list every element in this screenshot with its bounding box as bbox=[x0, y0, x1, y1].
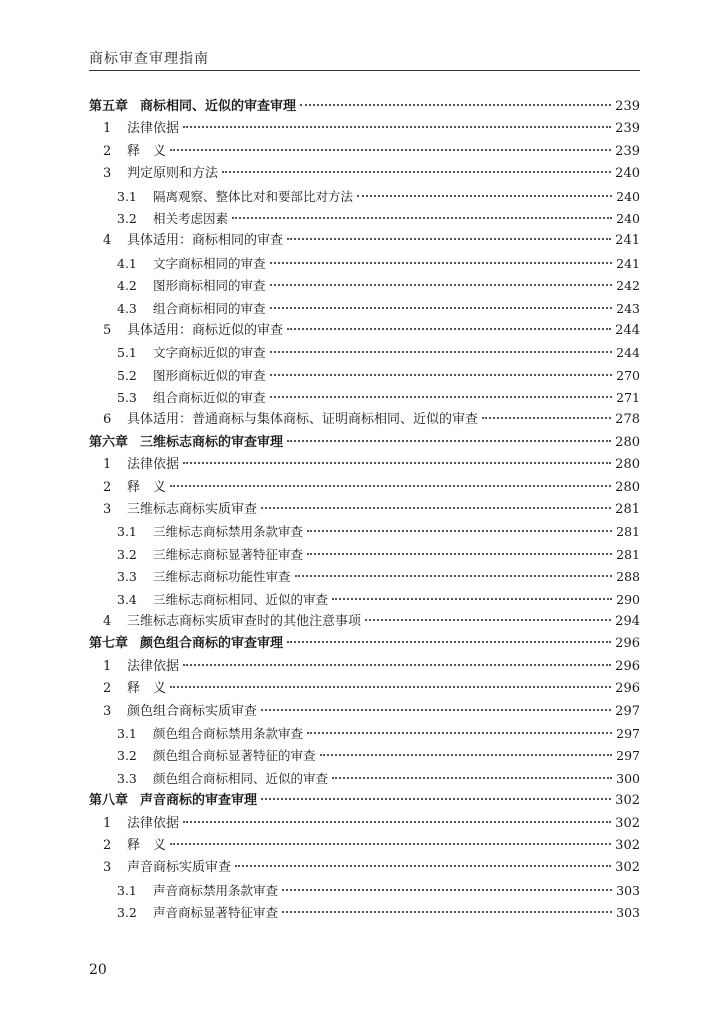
toc-entry-label: 三维标志商标功能性审查 bbox=[153, 569, 291, 585]
toc-entry-number: 3 bbox=[103, 502, 112, 518]
toc-entry-label: 释 义 bbox=[127, 837, 167, 853]
dot-leader bbox=[287, 641, 611, 643]
toc-entry[interactable] bbox=[89, 141, 640, 163]
toc-entry-page: 281 bbox=[616, 546, 640, 562]
toc-entry-number: 第八章 bbox=[89, 793, 129, 809]
toc-entry-page: 240 bbox=[616, 210, 640, 226]
dot-leader bbox=[270, 262, 612, 264]
toc-entry-number: 3 bbox=[103, 166, 112, 182]
toc-entry-page: 242 bbox=[616, 278, 640, 294]
toc-entry[interactable] bbox=[89, 589, 640, 611]
toc-entry-label: 法律依据 bbox=[127, 457, 180, 473]
dot-leader bbox=[365, 619, 611, 621]
dot-leader bbox=[357, 195, 612, 197]
toc-entry-page: 302 bbox=[615, 860, 640, 876]
toc-entry-page: 239 bbox=[615, 121, 640, 137]
toc-entry-label: 组合商标近似的审查 bbox=[153, 390, 266, 406]
toc-entry-page: 297 bbox=[615, 703, 640, 719]
toc-entry-page: 239 bbox=[615, 99, 640, 114]
dot-leader bbox=[270, 396, 612, 398]
dot-leader bbox=[170, 686, 611, 688]
toc-entry-label: 图形商标相同的审查 bbox=[153, 278, 266, 294]
toc-entry-number: 3.1 bbox=[117, 188, 137, 204]
toc-entry-page: 271 bbox=[616, 390, 640, 406]
toc-entry-number: 1 bbox=[103, 457, 112, 473]
toc-entry[interactable] bbox=[89, 118, 640, 140]
toc-entry-label: 判定原则和方法 bbox=[127, 166, 219, 182]
toc-entry-label: 法律依据 bbox=[127, 815, 180, 831]
toc-entry[interactable] bbox=[89, 835, 640, 857]
dot-leader bbox=[183, 462, 611, 464]
toc-entry-number: 3.2 bbox=[117, 546, 137, 562]
toc-entry-number: 4.3 bbox=[117, 300, 137, 316]
toc-entry-page: 244 bbox=[615, 322, 640, 338]
toc-entry-page: 280 bbox=[615, 457, 640, 473]
toc-entry-number: 2 bbox=[103, 837, 112, 853]
dot-leader bbox=[261, 709, 611, 711]
toc-entry-number: 2 bbox=[103, 681, 112, 697]
toc-entry[interactable] bbox=[89, 409, 640, 431]
toc-entry[interactable] bbox=[89, 566, 640, 588]
toc-entry-page: 303 bbox=[616, 882, 640, 898]
toc-entry-page: 281 bbox=[616, 524, 640, 540]
toc-entry[interactable] bbox=[89, 857, 640, 879]
toc-entry-number: 3.1 bbox=[117, 725, 137, 741]
toc-entry-label: 三维标志商标相同、近似的审查 bbox=[153, 591, 329, 607]
toc-entry-number: 3.2 bbox=[117, 905, 137, 921]
toc-entry-label: 相关考虑因素 bbox=[153, 210, 229, 226]
dot-leader bbox=[183, 821, 611, 823]
toc-entry-page: 294 bbox=[615, 613, 640, 629]
toc-entry-label: 三维标志商标实质审查 bbox=[127, 502, 258, 518]
dot-leader bbox=[270, 374, 612, 376]
toc-entry-label: 文字商标相同的审查 bbox=[153, 255, 266, 271]
toc-entry[interactable] bbox=[89, 656, 640, 678]
toc-entry-number: 3.4 bbox=[117, 591, 137, 607]
toc-entry[interactable] bbox=[89, 342, 640, 364]
dot-leader bbox=[300, 104, 611, 106]
toc-entry-number: 5.3 bbox=[117, 390, 137, 406]
toc-entry[interactable] bbox=[89, 186, 640, 208]
toc-entry-page: 240 bbox=[616, 188, 640, 204]
dot-leader bbox=[170, 485, 611, 487]
toc-entry-number: 1 bbox=[103, 815, 112, 831]
toc-entry[interactable] bbox=[89, 678, 640, 700]
toc-entry-label: 法律依据 bbox=[127, 121, 180, 137]
dot-leader bbox=[235, 865, 611, 867]
toc-entry-page: 281 bbox=[615, 502, 640, 518]
dot-leader bbox=[270, 307, 612, 309]
toc-entry[interactable] bbox=[89, 768, 640, 790]
header-rule bbox=[89, 70, 640, 71]
dot-leader bbox=[287, 238, 611, 240]
dot-leader bbox=[282, 911, 612, 913]
toc-entry[interactable] bbox=[89, 365, 640, 387]
toc-entry-page: 302 bbox=[615, 793, 640, 809]
dot-leader bbox=[270, 351, 612, 353]
dot-leader bbox=[222, 171, 611, 173]
toc-entry[interactable] bbox=[89, 521, 640, 543]
toc-entry-page: 296 bbox=[615, 681, 640, 697]
toc-entry-page: 278 bbox=[615, 412, 640, 428]
dot-leader bbox=[270, 284, 612, 286]
toc-entry-page: 288 bbox=[616, 569, 640, 585]
toc-entry[interactable] bbox=[89, 477, 640, 499]
toc-entry-label: 颜色组合商标相同、近似的审查 bbox=[153, 770, 329, 786]
dot-leader bbox=[170, 843, 611, 845]
running-header-title: 商标审查审理指南 bbox=[89, 51, 209, 67]
dot-leader bbox=[332, 777, 612, 779]
toc-entry-number: 2 bbox=[103, 479, 112, 495]
toc-entry-page: 300 bbox=[616, 770, 640, 786]
toc-entry[interactable] bbox=[89, 499, 640, 521]
dot-leader bbox=[287, 328, 611, 330]
toc-entry[interactable] bbox=[89, 723, 640, 745]
toc-entry-number: 5.1 bbox=[117, 345, 137, 361]
dot-leader bbox=[261, 507, 611, 509]
toc-entry[interactable] bbox=[89, 230, 640, 252]
dot-leader bbox=[307, 553, 612, 555]
dot-leader bbox=[320, 754, 612, 756]
toc-entry-label: 三维标志商标实质审查时的其他注意事项 bbox=[127, 613, 362, 629]
dot-leader bbox=[287, 440, 611, 442]
page-number: 20 bbox=[89, 962, 107, 978]
toc-entry-number: 3.3 bbox=[117, 569, 137, 585]
toc-entry-page: 270 bbox=[616, 367, 640, 383]
table-of-contents bbox=[89, 96, 640, 924]
toc-entry[interactable] bbox=[89, 790, 640, 812]
toc-entry-label: 文字商标近似的审查 bbox=[153, 345, 266, 361]
toc-entry-label: 释 义 bbox=[127, 479, 167, 495]
toc-entry-page: 302 bbox=[615, 837, 640, 853]
toc-entry[interactable] bbox=[89, 745, 640, 767]
toc-entry-label: 法律依据 bbox=[127, 658, 180, 674]
dot-leader bbox=[282, 889, 612, 891]
toc-entry-page: 241 bbox=[616, 255, 640, 271]
toc-entry-label: 颜色组合商标的审查审理 bbox=[140, 636, 284, 652]
dot-leader bbox=[482, 417, 611, 419]
toc-entry[interactable] bbox=[89, 253, 640, 275]
toc-entry-number: 2 bbox=[103, 143, 112, 159]
toc-entry-page: 239 bbox=[615, 143, 640, 159]
toc-entry-number: 4 bbox=[103, 613, 112, 629]
toc-entry-number: 5 bbox=[103, 322, 112, 338]
dot-leader bbox=[261, 798, 611, 800]
toc-entry[interactable] bbox=[89, 163, 640, 185]
dot-leader bbox=[170, 149, 611, 151]
toc-entry-page: 296 bbox=[615, 658, 640, 674]
toc-entry-label: 隔离观察、整体比对和要部比对方法 bbox=[153, 188, 354, 204]
toc-entry[interactable] bbox=[89, 701, 640, 723]
dot-leader bbox=[307, 530, 612, 532]
toc-entry-number: 第五章 bbox=[89, 99, 129, 114]
toc-entry[interactable] bbox=[89, 902, 640, 924]
toc-entry[interactable] bbox=[89, 96, 640, 118]
toc-entry-label: 颜色组合商标显著特征的审查 bbox=[153, 748, 316, 764]
dot-leader bbox=[332, 598, 612, 600]
toc-entry[interactable] bbox=[89, 320, 640, 342]
toc-entry-label: 颜色组合商标禁用条款审查 bbox=[153, 725, 304, 741]
toc-entry-label: 三维标志商标禁用条款审查 bbox=[153, 524, 304, 540]
toc-entry[interactable] bbox=[89, 432, 640, 454]
toc-entry-number: 6 bbox=[103, 412, 112, 428]
toc-entry-number: 5.2 bbox=[117, 367, 137, 383]
toc-entry-page: 241 bbox=[615, 233, 640, 249]
toc-entry-number: 1 bbox=[103, 658, 112, 674]
toc-entry-number: 3.2 bbox=[117, 210, 137, 226]
toc-entry-number: 4 bbox=[103, 233, 112, 249]
toc-entry-number: 第六章 bbox=[89, 434, 129, 450]
toc-entry[interactable] bbox=[89, 880, 640, 902]
toc-entry-page: 302 bbox=[615, 815, 640, 831]
toc-entry-page: 244 bbox=[616, 345, 640, 361]
toc-entry-label: 释 义 bbox=[127, 681, 167, 697]
toc-entry-page: 280 bbox=[615, 479, 640, 495]
toc-entry-page: 240 bbox=[615, 166, 640, 182]
toc-entry-label: 商标相同、近似的审查审理 bbox=[140, 99, 297, 114]
toc-entry-number: 3 bbox=[103, 703, 112, 719]
toc-entry-label: 组合商标相同的审查 bbox=[153, 300, 266, 316]
toc-entry-label: 具体适用：普通商标与集体商标、证明商标相同、近似的审查 bbox=[127, 412, 479, 428]
toc-entry-number: 3.3 bbox=[117, 770, 137, 786]
toc-entry[interactable] bbox=[89, 454, 640, 476]
dot-leader bbox=[183, 126, 611, 128]
toc-entry-label: 三维标志商标显著特征审查 bbox=[153, 546, 304, 562]
toc-entry-label: 颜色组合商标实质审查 bbox=[127, 703, 258, 719]
toc-entry[interactable] bbox=[89, 387, 640, 409]
toc-entry-label: 释 义 bbox=[127, 143, 167, 159]
toc-entry[interactable] bbox=[89, 813, 640, 835]
toc-entry-page: 290 bbox=[616, 591, 640, 607]
dot-leader bbox=[183, 664, 611, 666]
toc-entry-number: 第七章 bbox=[89, 636, 129, 652]
toc-entry-page: 303 bbox=[616, 905, 640, 921]
toc-entry[interactable] bbox=[89, 611, 640, 633]
toc-entry[interactable] bbox=[89, 298, 640, 320]
toc-entry-page: 280 bbox=[615, 434, 640, 450]
toc-entry-number: 1 bbox=[103, 121, 112, 137]
toc-entry[interactable] bbox=[89, 275, 640, 297]
dot-leader bbox=[307, 732, 612, 734]
toc-entry-page: 297 bbox=[616, 748, 640, 764]
toc-entry-page: 296 bbox=[615, 636, 640, 652]
toc-entry-label: 声音商标实质审查 bbox=[127, 860, 232, 876]
toc-entry-number: 3.2 bbox=[117, 748, 137, 764]
toc-entry-page: 243 bbox=[616, 300, 640, 316]
toc-entry[interactable] bbox=[89, 208, 640, 230]
toc-entry-number: 3 bbox=[103, 860, 112, 876]
toc-entry[interactable] bbox=[89, 544, 640, 566]
toc-entry-label: 三维标志商标的审查审理 bbox=[140, 434, 284, 450]
dot-leader bbox=[295, 575, 612, 577]
toc-entry-number: 4.1 bbox=[117, 255, 137, 271]
toc-entry-number: 4.2 bbox=[117, 278, 137, 294]
toc-entry[interactable] bbox=[89, 633, 640, 655]
toc-entry-label: 声音商标禁用条款审查 bbox=[153, 882, 279, 898]
toc-entry-label: 具体适用：商标相同的审查 bbox=[127, 233, 284, 249]
toc-entry-page: 297 bbox=[616, 725, 640, 741]
toc-entry-label: 具体适用：商标近似的审查 bbox=[127, 322, 284, 338]
toc-entry-label: 声音商标的审查审理 bbox=[140, 793, 258, 809]
toc-entry-number: 3.1 bbox=[117, 882, 137, 898]
toc-entry-label: 声音商标显著特征审查 bbox=[153, 905, 279, 921]
toc-entry-label: 图形商标近似的审查 bbox=[153, 367, 266, 383]
dot-leader bbox=[232, 217, 612, 219]
toc-entry-number: 3.1 bbox=[117, 524, 137, 540]
